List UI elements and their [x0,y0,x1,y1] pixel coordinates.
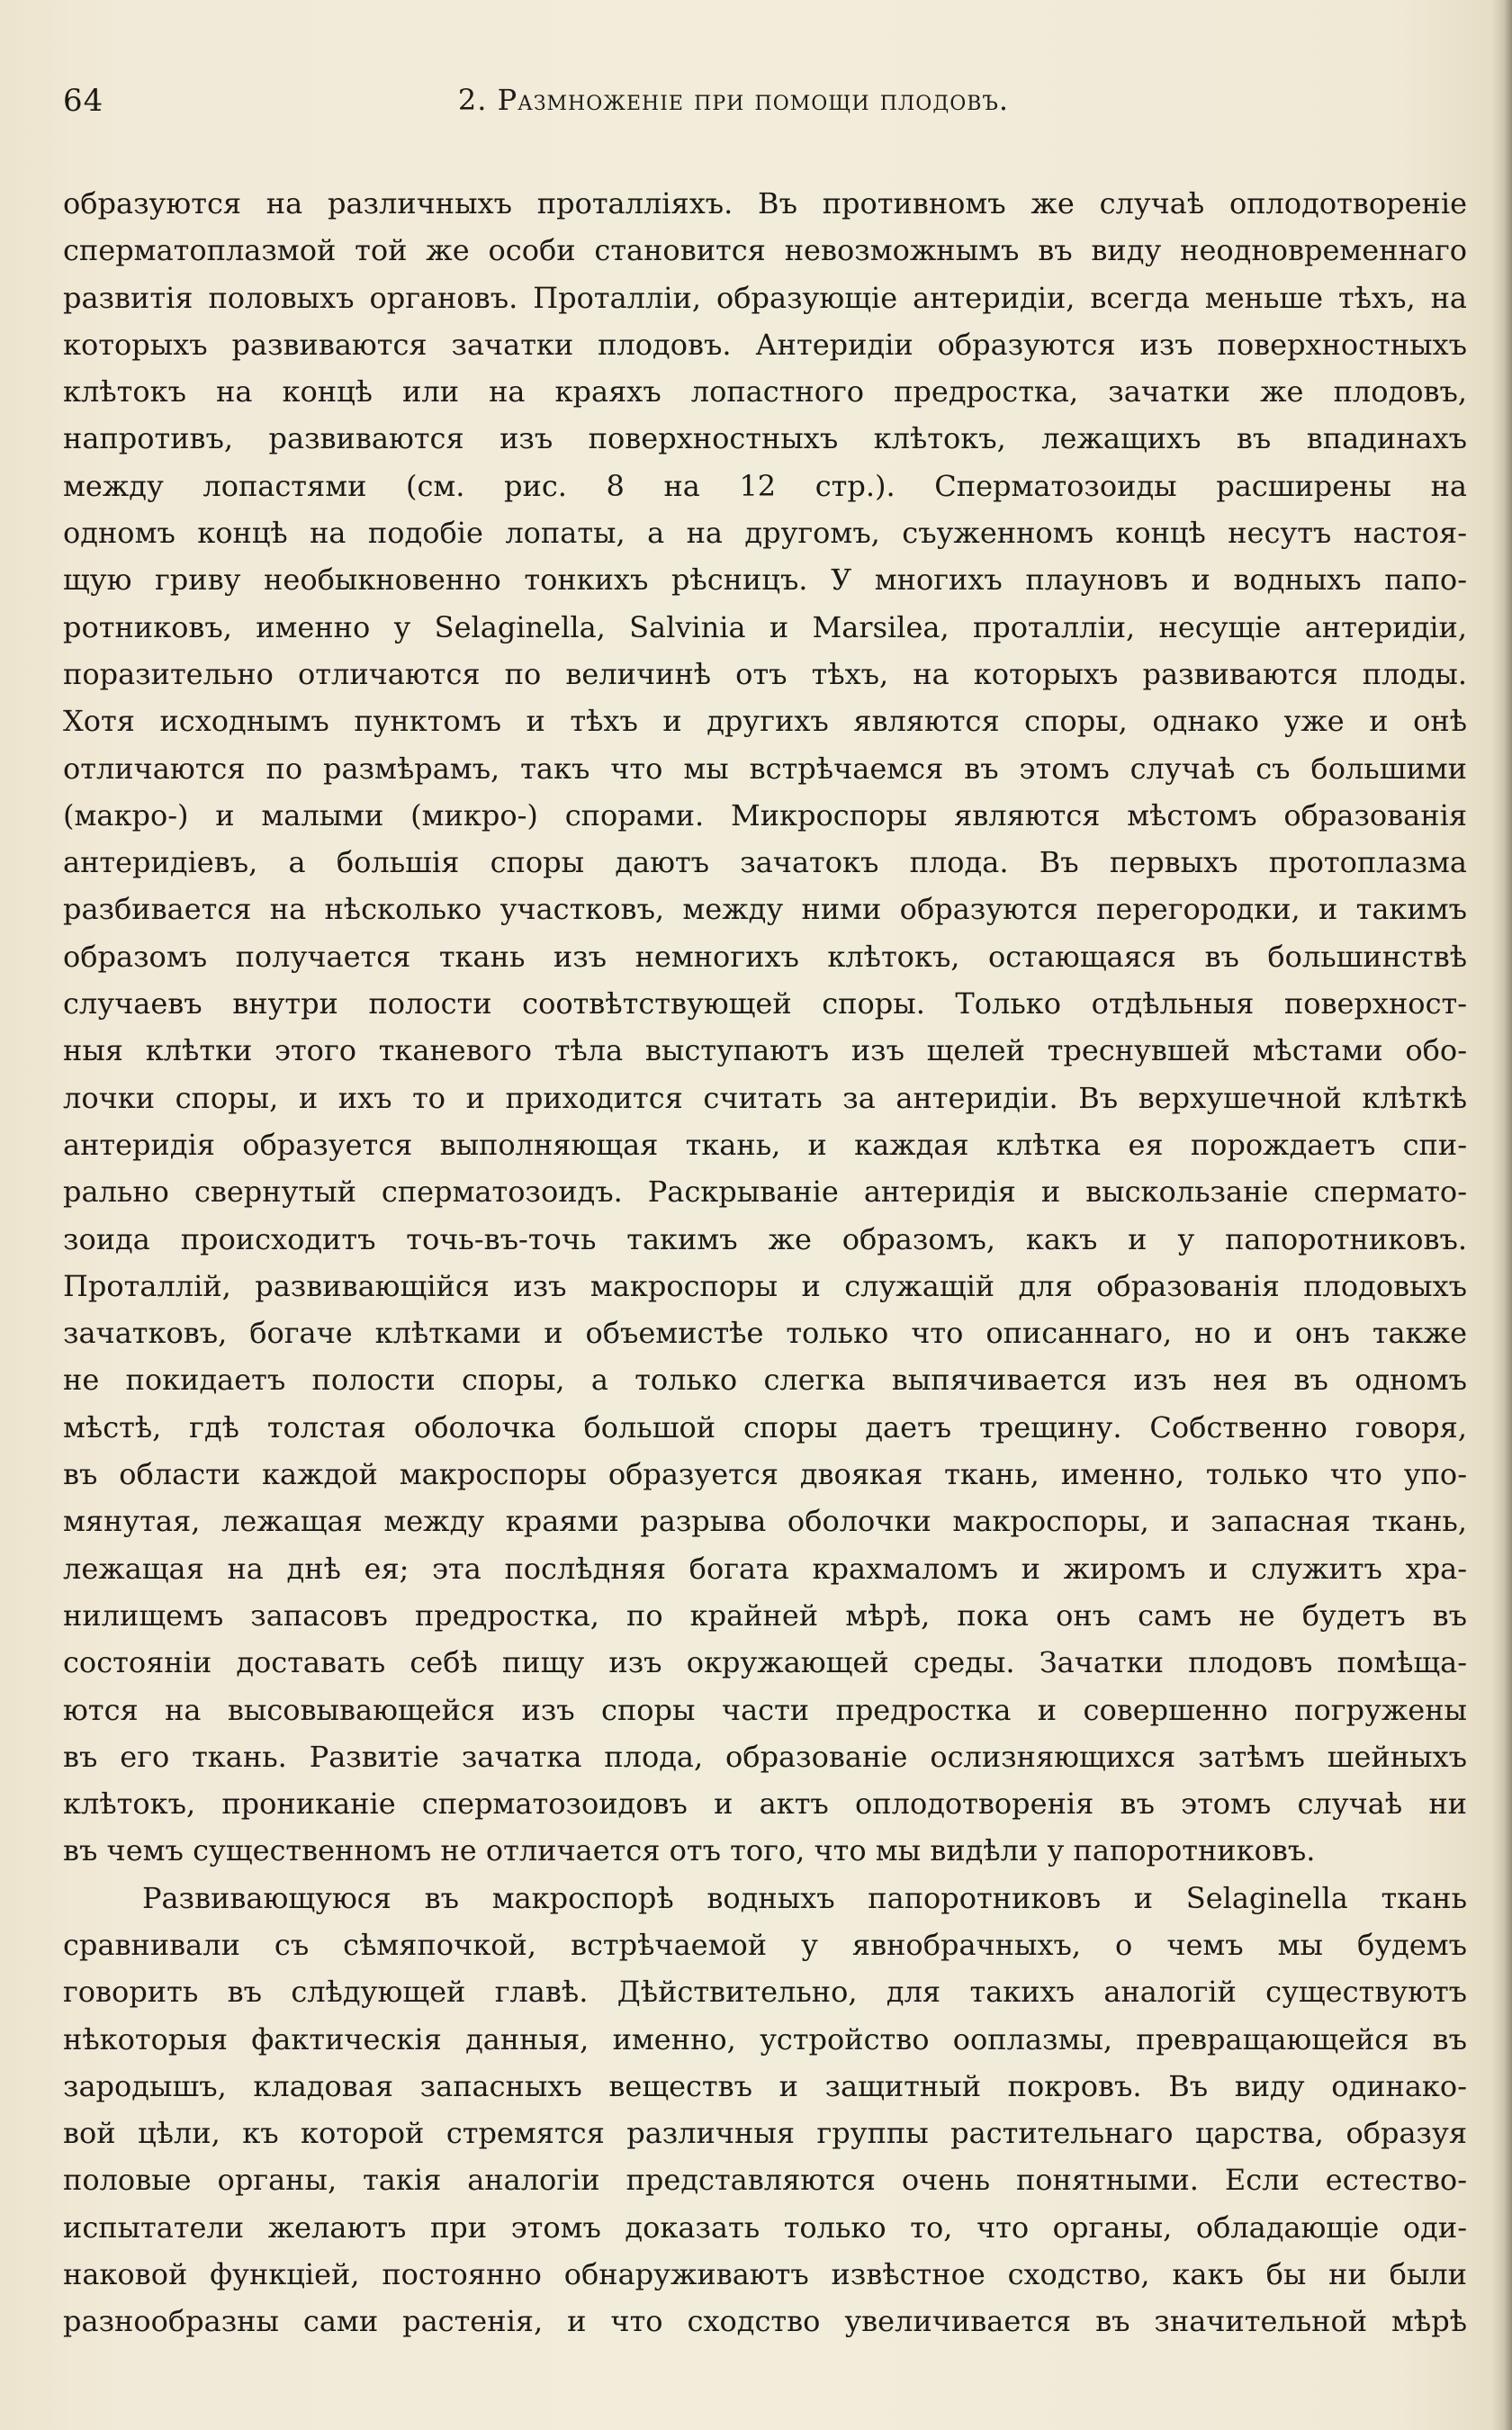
text-line: (макро-) и малыми (микро-) спорами. Микроспоры являются мѣстомъ образованія [63,797,1467,832]
text-line: ются на высовывающейся изъ споры части предростка и совершенно погружены [63,1692,1467,1727]
text-line: въ области каждой макроспоры образуется двоякая ткань, именно, только что упо- [63,1457,1467,1492]
page-number: 64 [63,83,104,119]
text-line: лежащая на днѣ ея; эта послѣдняя богата крахмаломъ и жиромъ и служитъ хра- [63,1551,1467,1586]
body-text [63,180,1467,2345]
text-line: рально свернутый сперматозоидъ. Раскрываніе антеридія и выскользаніе спермато- [63,1174,1467,1210]
text-line: Проталлій, развивающійся изъ макроспоры и служащій для образованія плодовыхъ [63,1268,1467,1303]
text-line: развитія половыхъ органовъ. Проталліи, образующіе антеридіи, всегда меньше тѣхъ, на [63,280,1467,315]
text-line: поразительно отличаются по величинѣ отъ тѣхъ, на которыхъ развиваются плоды. [63,656,1467,691]
text-line: наковой функціей, постоянно обнаруживаютъ извѣстное сходство, какъ бы ни были [63,2257,1467,2292]
page-header [63,83,1467,128]
text-line: одномъ концѣ на подобіе лопаты, а на другомъ, съуженномъ концѣ несутъ настоя- [63,516,1467,551]
text-line: разбивается на нѣсколько участковъ, между ними образуются перегородки, и такимъ [63,892,1467,927]
text-line: вой цѣли, къ которой стремятся различныя группы растительнаго царства, образуя [63,2116,1467,2151]
text-line: клѣтокъ, прониканіе сперматозоидовъ и актъ оплодотворенія въ этомъ случаѣ ни [63,1786,1467,1822]
text-line: сперматоплазмой той же особи становится невозможнымъ въ виду неодновременнаго [63,233,1467,268]
text-line: случаевъ внутри полости соотвѣтствующей споры. Только отдѣльныя поверхност- [63,986,1467,1022]
text-line: образомъ получается ткань изъ немногихъ клѣтокъ, остающаяся въ большинствѣ [63,939,1467,974]
text-line: нѣкоторыя фактическія данныя, именно, устройство ооплазмы, превращающейся въ [63,2021,1467,2056]
text-line: Хотя исходнымъ пунктомъ и тѣхъ и другихъ являются споры, однако уже и онѣ [63,704,1467,739]
text-line: въ его ткань. Развитіе зачатка плода, образованіе ослизняющихся затѣмъ шейныхъ [63,1739,1467,1774]
text-line: щую гриву необыкновенно тонкихъ рѣсницъ. У многихъ плауновъ и водныхъ папо- [63,562,1467,598]
text-line: напротивъ, развиваются изъ поверхностныхъ клѣтокъ, лежащихъ въ впадинахъ [63,421,1467,456]
text-line: зоида происходитъ точь-въ-точь такимъ же образомъ, какъ и у папоротниковъ. [63,1221,1467,1256]
text-line: клѣтокъ на концѣ или на краяхъ лопастного предростка, зачатки же плодовъ, [63,374,1467,410]
text-line: зачатковъ, богаче клѣтками и объемистѣе только что описаннаго, но и онъ также [63,1316,1467,1351]
text-line: половые органы, такія аналогіи представляются очень понятными. Если естество- [63,2163,1467,2198]
text-line: лочки споры, и ихъ то и приходится считать за антеридіи. Въ верхушечной клѣткѣ [63,1080,1467,1115]
text-line: ротниковъ, именно у Selaginella, Salvinia и Marsilea, проталліи, несущіе антеридіи, [63,609,1468,644]
text-line: испытатели желаютъ при этомъ доказать только то, что органы, обладающіе оди- [63,2210,1467,2245]
text-line: сравнивали съ сѣмяпочкой, встрѣчаемой у явнобрачныхъ, о чемъ мы будемъ [63,1927,1467,1962]
text-line: состояніи доставать себѣ пищу изъ окружающей среды. Зачатки плодовъ помѣща- [63,1645,1467,1680]
text-line: нилищемъ запасовъ предростка, по крайней мѣрѣ, пока онъ самъ не будетъ въ [63,1598,1467,1633]
text-line: въ чемъ существенномъ не отличается отъ того, что мы видѣли у папоротниковъ. [63,1833,1316,1868]
paragraph-first-line: Развивающуюся въ макроспорѣ водныхъ папоротниковъ и Selaginella ткань [142,1880,1467,1915]
text-line: не покидаетъ полости споры, а только слегка выпячивается изъ нея въ одномъ [63,1363,1467,1398]
text-line: разнообразны сами растенія, и что сходство увеличивается въ значительной мѣрѣ [63,2304,1467,2339]
text-line: мянутая, лежащая между краями разрыва оболочки макроспоры, и запасная ткань, [63,1504,1467,1539]
text-line: между лопастями (см. рис. 8 на 12 стр.). Сперматозоиды расширены на [63,468,1467,503]
text-line: антеридіевъ, а большія споры даютъ зачатокъ плода. Въ первыхъ протоплазма [63,845,1467,880]
text-line: зародышъ, кладовая запасныхъ веществъ и защитный покровъ. Въ виду одинако- [63,2068,1467,2103]
text-line: которыхъ развиваются зачатки плодовъ. Антеридіи образуются изъ поверхностныхъ [63,327,1467,362]
text-line: мѣстѣ, гдѣ толстая оболочка большой споры даетъ трещину. Собственно говоря, [63,1409,1467,1444]
text-line: образуются на различныхъ проталліяхъ. Въ противномъ же случаѣ оплодотвореніе [63,186,1467,220]
running-title: 2. Размноженіе при помощи плодовъ. [457,83,1010,117]
text-line: говорить въ слѣдующей главѣ. Дѣйствительно, для такихъ аналогій существуютъ [63,1975,1467,2010]
text-line: отличаются по размѣрамъ, такъ что мы встрѣчаемся въ этомъ случаѣ съ большими [63,751,1467,786]
text-line: антеридія образуется выполняющая ткань, и каждая клѣтка ея порождаетъ спи- [63,1127,1467,1162]
text-line: ныя клѣтки этого тканевого тѣла выступаютъ изъ щелей треснувшей мѣстами обо- [63,1033,1467,1068]
page-edge-shadow [1492,0,1512,2430]
